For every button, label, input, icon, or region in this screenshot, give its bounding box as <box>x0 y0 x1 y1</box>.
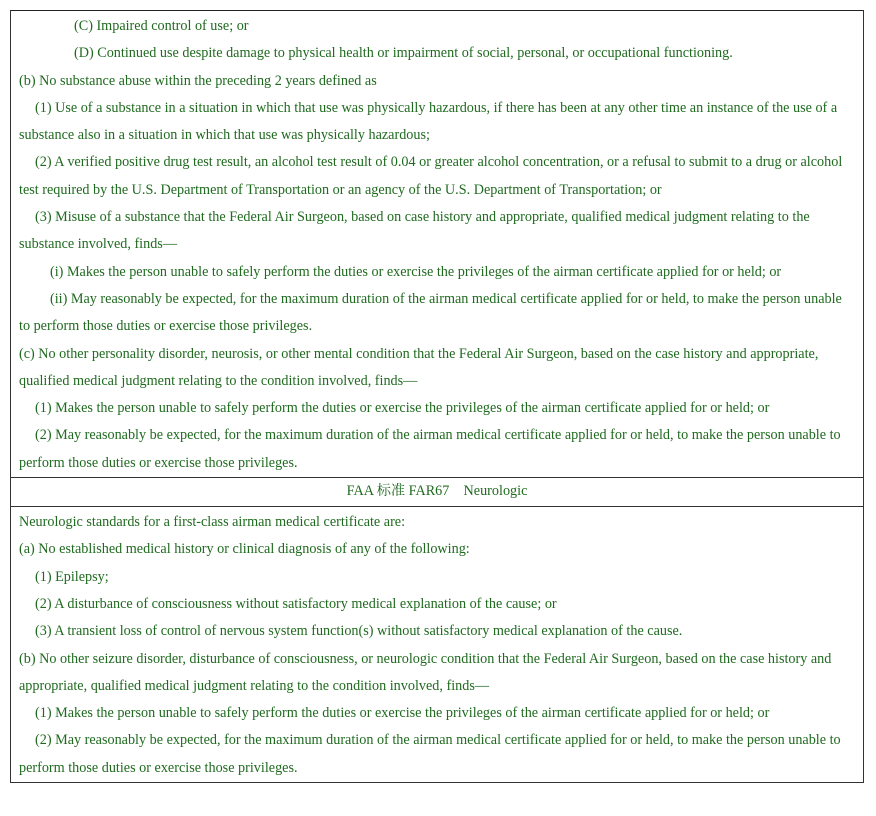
section-header-row <box>10 477 864 506</box>
clause-c2: (2) May reasonably be expected, for the maximum duration of the airman medical certificate applied for or held, to make the person unable to perform those duties or exercise those privileges. <box>19 427 841 471</box>
clause-a3-transient-loss: (3) A transient loss of control of nervous system function(s) without satisfactory medical explanation of the cause. <box>35 623 683 640</box>
clause-b1-hazardous-use: (1) Use of a substance in a situation in which that use was physically hazardous, if there has been at any other time an instance of the use of a substance also in a situation in which that use was physically hazardous; <box>19 99 838 144</box>
neurologic-section <box>10 506 864 783</box>
clause-c1: (1) Makes the person unable to safely perform the duties or exercise the privileges of the airman certificate applied for or held; or <box>35 400 770 417</box>
section-header <box>11 478 863 506</box>
substance-section <box>10 10 864 477</box>
clause-b1-unable: (1) Makes the person unable to safely perform the duties or exercise the privileges of the airman certificate applied for or held; or <box>35 705 770 722</box>
clause-c-impaired-control: (C) Impaired control of use; or <box>74 18 249 34</box>
clause-a1-epilepsy: (1) Epilepsy; <box>35 568 109 585</box>
clause-b3-i: (i) Makes the person unable to safely perform the duties or exercise the privileges of the airman certificate applied for or held; or <box>50 263 782 280</box>
section-header-title: FAA 标准 FAR67 Neurologic <box>346 483 528 500</box>
regulation-table <box>10 10 864 783</box>
clause-b2-drug-test: (2) A verified positive drug test result, an alcohol test result of 0.04 or greater alcohol concentration, or a refusal to submit to a drug or alcohol test required by the U.S. Department of Transportation or an agency of the U.S. Department of Transportation; or <box>19 154 843 198</box>
clause-d-continued-use: (D) Continued use despite damage to physical health or impairment of social, personal, or occupational functioning. <box>74 45 733 62</box>
neurologic-intro: Neurologic standards for a first-class airman medical certificate are: <box>19 514 406 531</box>
clause-c-personality-disorder: (c) No other personality disorder, neurosis, or other mental condition that the Federal Air Surgeon, based on the case history and appropriate, qualified medical judgment relating to the condition involved, finds— <box>19 345 819 389</box>
neurologic-section-body <box>11 507 863 782</box>
clause-b-substance-abuse: (b) No substance abuse within the preceding 2 years defined as <box>19 72 377 89</box>
clause-b2-expected: (2) May reasonably be expected, for the maximum duration of the airman medical certificate applied for or held, to make the person unable to perform those duties or exercise those privileges. <box>19 732 841 776</box>
clause-b-seizure-disorder: (b) No other seizure disorder, disturbance of consciousness, or neurologic condition that the Federal Air Surgeon, based on the case history and appropriate, qualified medical judgment relating to the condition involved, finds— <box>19 650 832 694</box>
clause-b3-misuse: (3) Misuse of a substance that the Federal Air Surgeon, based on case history and appropriate, qualified medical judgment relating to the substance involved, finds— <box>19 209 810 253</box>
clause-b3-ii: (ii) May reasonably be expected, for the maximum duration of the airman medical certificate applied for or held, to make the person unable to perform those duties or exercise those privileges. <box>19 290 842 335</box>
clause-a2-disturbance: (2) A disturbance of consciousness without satisfactory medical explanation of the cause; or <box>35 595 557 612</box>
substance-section-body <box>11 11 863 477</box>
clause-a-no-history: (a) No established medical history or clinical diagnosis of any of the following: <box>19 541 470 558</box>
